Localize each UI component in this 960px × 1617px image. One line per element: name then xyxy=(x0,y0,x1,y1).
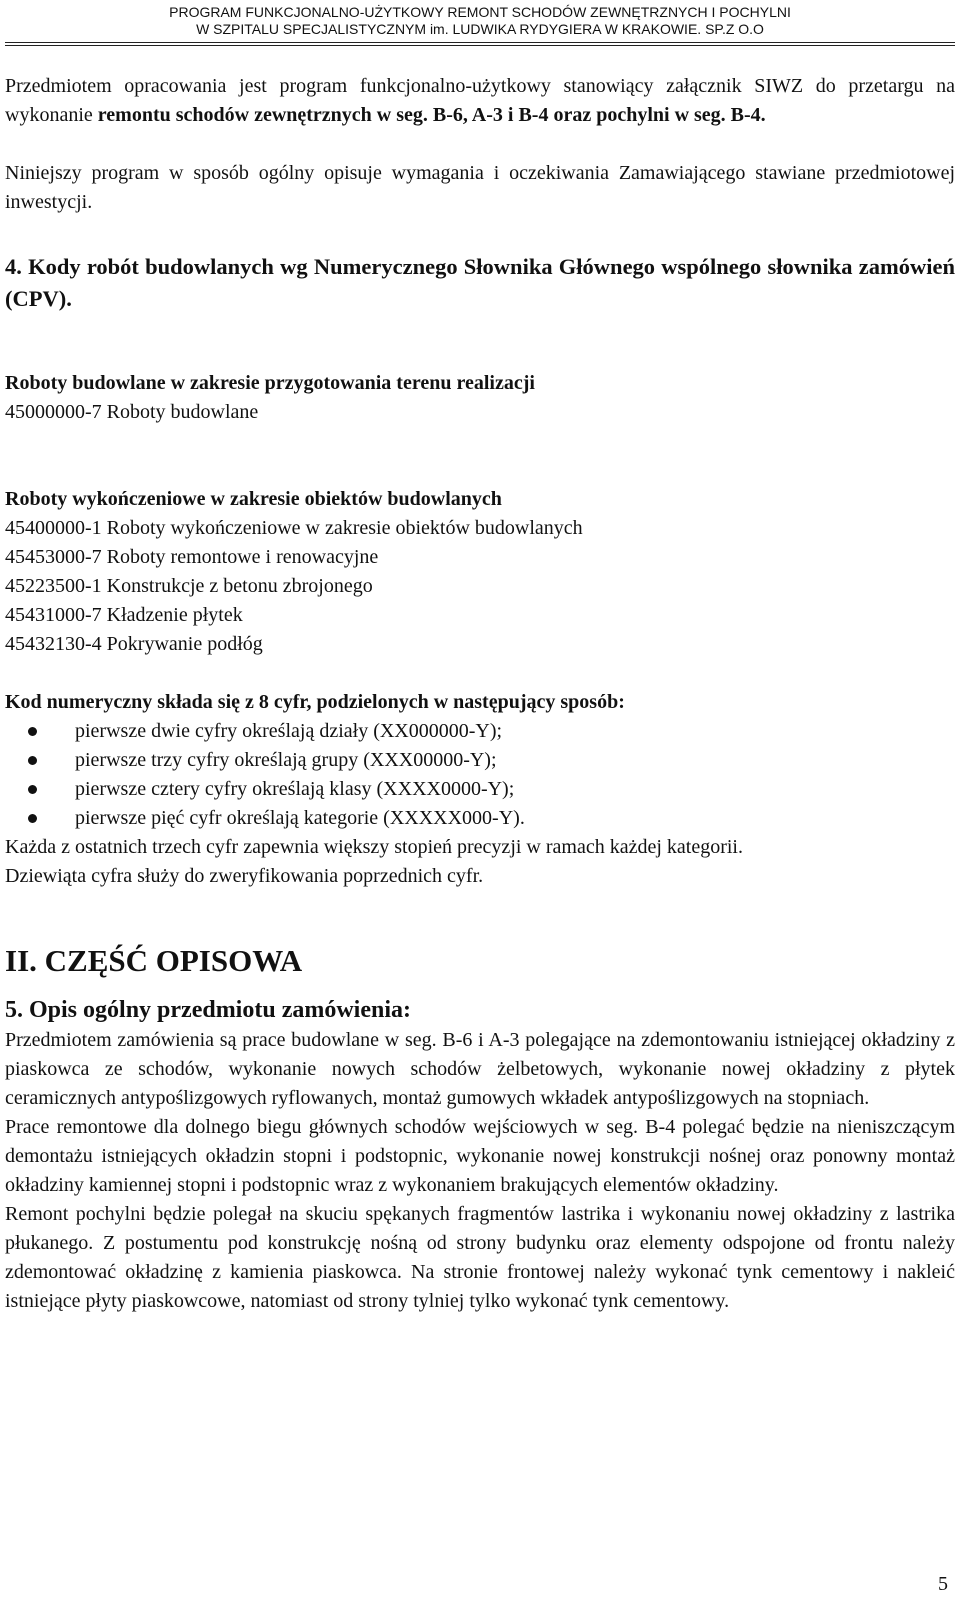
list-item-text: pierwsze pięć cyfr określają kategorie (XXXXX000-Y). xyxy=(75,807,525,829)
bullet-icon xyxy=(28,814,37,823)
bullet-icon xyxy=(28,785,37,794)
page-header xyxy=(0,4,960,38)
list-item xyxy=(5,775,955,804)
list-item xyxy=(5,717,955,746)
code-note-1: Każda z ostatnich trzech cyfr zapewnia większy stopień precyzji w ramach każdej kategorii. xyxy=(5,836,743,858)
section-4-heading: 4. Kody robót budowlanych wg Numerycznego Słownika Głównego wspólnego słownika zamówień (CPV). xyxy=(5,254,955,311)
header-line-1: PROGRAM FUNKCJONALNO-UŻYTKOWY REMONT SCHODÓW ZEWNĘTRZNYCH I POCHYLNI xyxy=(169,4,791,20)
list-item-text: pierwsze trzy cyfry określają grupy (XXX00000-Y); xyxy=(75,749,497,771)
cpv-group-1-title: Roboty budowlane w zakresie przygotowania terenu realizacji xyxy=(5,372,535,394)
intro-paragraph-1 xyxy=(5,72,955,130)
cpv-code-item: 45000000-7 Roboty budowlane xyxy=(5,401,259,423)
header-line-2: W SZPITALU SPECJALISTYCZNYM im. LUDWIKA RYDYGIERA W KRAKOWIE. SP.Z O.O xyxy=(196,21,764,37)
bullet-icon xyxy=(28,756,37,765)
cpv-code-item: 45453000-7 Roboty remontowe i renowacyjne xyxy=(5,546,379,568)
list-item xyxy=(5,746,955,775)
list-item-text: pierwsze cztery cyfry określają klasy (XXXX0000-Y); xyxy=(75,778,515,800)
intro-paragraph-2: Niniejszy program w sposób ogólny opisuje wymagania i oczekiwania Zamawiającego stawiane przedmiotowej inwestycji. xyxy=(5,162,955,213)
code-structure-title: Kod numeryczny składa się z 8 cyfr, podzielonych w następujący sposób: xyxy=(5,691,625,713)
section-5-paragraph-1: Przedmiotem zamówienia są prace budowlane w seg. B-6 i A-3 polegające na zdemontowaniu istniejącej okładziny z piaskowca ze schodów, wykonanie nowych schodów żelbetowych, wykonanie nowej okładziny z płytek ceramicznych antypoślizgowych ryflowanych, montaż gumowych wkładek antypoślizgowych na stopniach. xyxy=(5,1029,955,1109)
cpv-code-item: 45431000-7 Kładzenie płytek xyxy=(5,604,243,626)
code-note-2: Dziewiąta cyfra służy do zweryfikowania poprzednich cyfr. xyxy=(5,865,484,887)
page-number: 5 xyxy=(938,1573,948,1595)
intro-text: Przedmiotem opracowania jest program funkcjonalno-użytkowy stanowiący załącznik SIWZ do przetargu na wykonanie xyxy=(5,75,955,126)
section-5-paragraph-2: Prace remontowe dla dolnego biegu głównych schodów wejściowych w seg. B-4 polegać będzie na nieniszczącym demontażu istniejących okładzin stopni i podstopnic, wykonanie nowej konstrukcji nośnej oraz ponowny montaż okładziny kamiennej stopni i podstopnic wraz z wykonaniem brakujących elementów okładziny. xyxy=(5,1116,955,1196)
section-5-paragraph-3: Remont pochylni będzie polegał na skuciu spękanych fragmentów lastrika i wykonaniu nowej okładziny z lastrika płukanego. Z postumentu pod konstrukcję nośną od strony budynku oraz elementy odspojone od frontu należy zdemontować okładzinę z kamienia piaskowca. Na stronie frontowej należy wykonać tynk cementowy i nakleić istniejące płyty piaskowcowe, natomiast od strony tylniej tylko wykonać tynk cementowy. xyxy=(5,1203,955,1312)
document-body xyxy=(5,72,955,1316)
bullet-icon xyxy=(28,727,37,736)
part-2-title: II. CZĘŚĆ OPISOWA xyxy=(5,943,303,978)
header-divider xyxy=(5,42,955,43)
cpv-group-2-title: Roboty wykończeniowe w zakresie obiektów budowlanych xyxy=(5,488,502,510)
code-structure-list xyxy=(5,717,955,833)
cpv-code-item: 45223500-1 Konstrukcje z betonu zbrojonego xyxy=(5,575,373,597)
list-item-text: pierwsze dwie cyfry określają działy (XX000000-Y); xyxy=(75,720,503,742)
cpv-code-item: 45432130-4 Pokrywanie podłóg xyxy=(5,633,263,655)
list-item xyxy=(5,804,955,833)
section-5-heading: 5. Opis ogólny przedmiotu zamówienia: xyxy=(5,997,411,1023)
cpv-code-item: 45400000-1 Roboty wykończeniowe w zakresie obiektów budowlanych xyxy=(5,517,583,539)
intro-subject-bold: remontu schodów zewnętrznych w seg. B-6, A-3 i B-4 oraz pochylni w seg. B-4. xyxy=(97,104,766,126)
header-divider-secondary xyxy=(5,45,955,46)
